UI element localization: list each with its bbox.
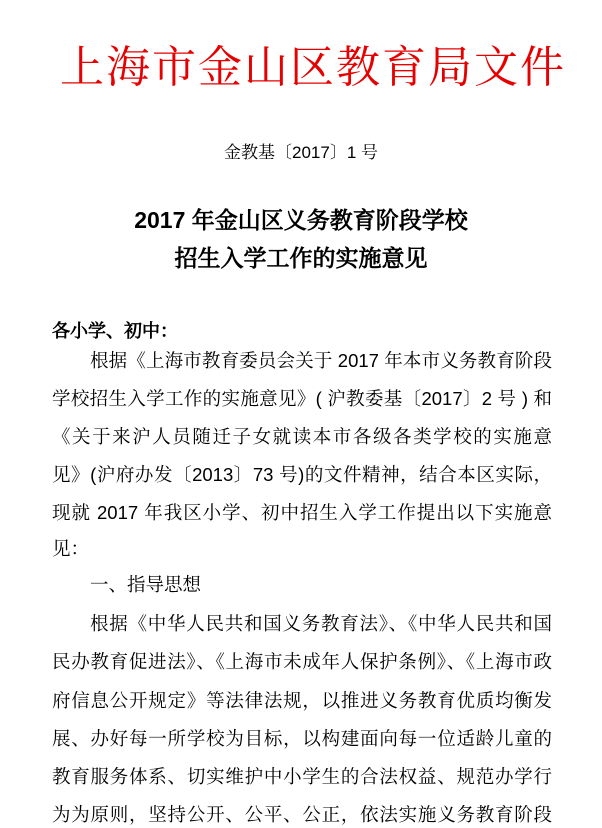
paragraph-line: 见》(沪府办发〔2013〕73 号)的文件精神，结合本区实际， [52,464,552,485]
paragraph-line: 展、办好每一所学校为目标，以构建面向每一位适龄儿童的 [52,728,552,749]
paragraph-line: 根据《上海市教育委员会关于 2017 年本市义务教育阶段 [90,350,552,371]
paragraph-line: 学校招生入学工作的实施意见》( 沪教委基〔2017〕2 号 ) 和 [52,388,552,409]
document-heading-line-1: 2017 年金山区义务教育阶段学校 [134,207,468,233]
paragraph-line: 府信息公开规定》等法律法规，以推进义务教育优质均衡发 [52,690,552,711]
salutation: 各小学、初中： [52,321,178,341]
section-title: 一、指导思想 [90,574,202,595]
paragraph-line: 根据《中华人民共和国义务教育法》、《中华人民共和国 [90,613,552,634]
document-heading-line-2: 招生入学工作的实施意见 [174,245,428,271]
paragraph-line: 见： [52,538,90,559]
document-number: 金教基〔2017〕1 号 [224,143,378,162]
paragraph-line: 教育服务体系、切实维护中小学生的合法权益、规范办学行 [52,766,552,787]
paragraph-line: 为为原则，坚持公开、公平、公正，依法实施义务教育阶段 [52,804,552,825]
paragraph-line: 《关于来沪人员随迁子女就读本市各级各类学校的实施意 [52,426,552,447]
paragraph-line: 民办教育促进法》、《上海市未成年人保护条例》、《上海市政 [52,651,552,672]
paragraph-line: 现就 2017 年我区小学、初中招生入学工作提出以下实施意 [52,502,552,523]
document-header-title: 上海市金山区教育局文件 [60,43,566,92]
